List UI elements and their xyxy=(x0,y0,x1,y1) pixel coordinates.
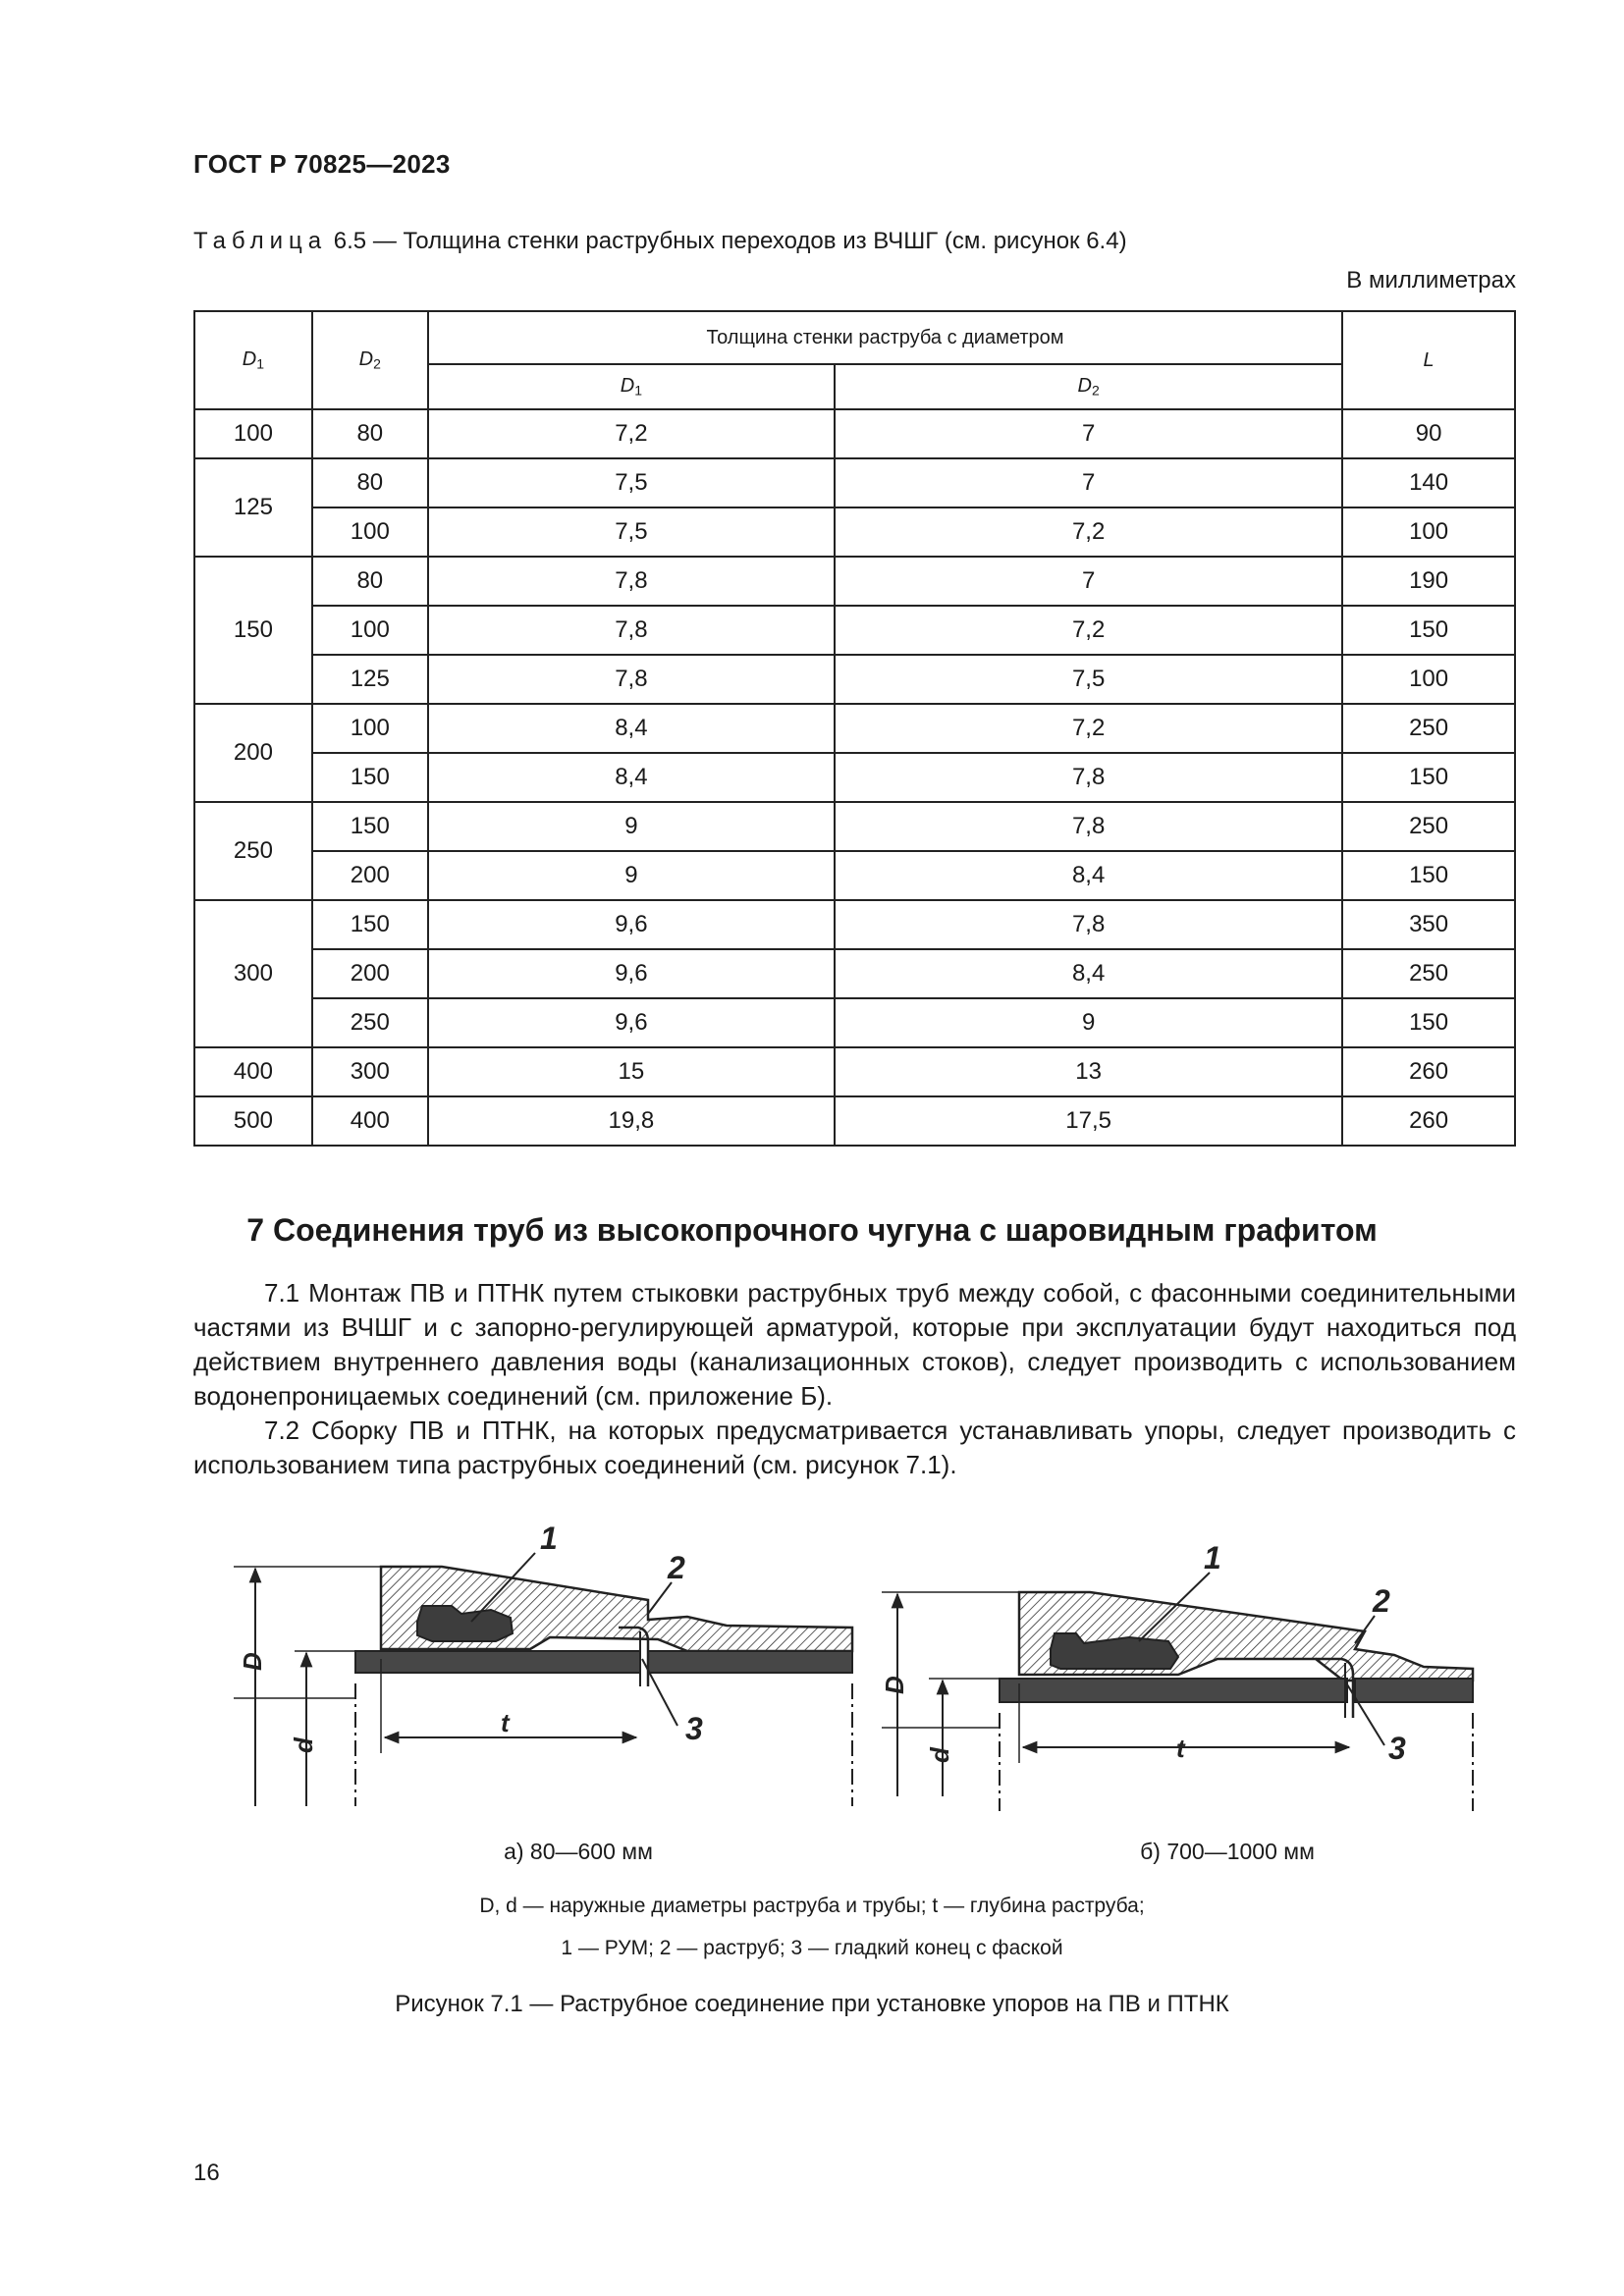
section-title: 7 Соединения труб из высокопрочного чугуна с шаровидным графитом xyxy=(246,1212,1378,1248)
cell-l: 100 xyxy=(1342,507,1515,557)
label-1-a: 1 xyxy=(540,1521,558,1556)
cell-t2: 17,5 xyxy=(835,1096,1342,1146)
document-header: ГОСТ Р 70825—2023 xyxy=(193,149,451,179)
table-row xyxy=(194,704,1515,753)
table-row xyxy=(194,1096,1515,1146)
cell-d2: 150 xyxy=(312,900,428,949)
cell-l: 90 xyxy=(1342,409,1515,458)
header-thickness-d2: $D_2$ xyxy=(835,364,1342,409)
cell-t2: 7,8 xyxy=(835,753,1342,802)
cell-l: 260 xyxy=(1342,1047,1515,1096)
cell-l: 150 xyxy=(1342,998,1515,1047)
cell-d2: 80 xyxy=(312,557,428,606)
label-d-b: d xyxy=(925,1747,954,1763)
cell-t1: 7,8 xyxy=(428,655,835,704)
table-row xyxy=(194,557,1515,606)
page-number: 16 xyxy=(193,2160,220,2186)
cell-d2: 80 xyxy=(312,409,428,458)
joint-drawing-b xyxy=(880,1540,1473,1811)
table-row xyxy=(194,655,1515,704)
cell-d2: 100 xyxy=(312,606,428,655)
cell-t1: 15 xyxy=(428,1047,835,1096)
cell-d1: 100 xyxy=(194,409,312,458)
joint-drawing-a xyxy=(234,1521,852,1806)
table-caption-word: Таблица xyxy=(193,228,328,254)
cell-l: 150 xyxy=(1342,851,1515,900)
cell-l: 250 xyxy=(1342,704,1515,753)
pipe-continuation-b xyxy=(1355,1679,1473,1702)
cell-t2: 7 xyxy=(835,557,1342,606)
cell-t1: 8,4 xyxy=(428,704,835,753)
cell-t1: 8,4 xyxy=(428,753,835,802)
label-3-a: 3 xyxy=(685,1711,703,1746)
cell-t1: 7,8 xyxy=(428,557,835,606)
figure-drawings xyxy=(0,1512,1624,1836)
header-thickness-d1: $D_1$ xyxy=(428,364,835,409)
table-row xyxy=(194,753,1515,802)
subcaption-b: б) 700—1000 мм xyxy=(1140,1839,1315,1864)
table-row xyxy=(194,507,1515,557)
pipe-continuation-a xyxy=(648,1651,852,1673)
section-paragraph-7-2: 7.2 Сборку ПВ и ПТНК, на которых предусматривается устанавливать упоры, следует производить с использованием типа раструбных соединений (см. рисунок 7.1). xyxy=(193,1415,1516,1479)
cell-l: 250 xyxy=(1342,802,1515,851)
cell-t1: 9,6 xyxy=(428,949,835,998)
table-row xyxy=(194,1047,1515,1096)
cell-d2: 100 xyxy=(312,704,428,753)
cell-t2: 7,5 xyxy=(835,655,1342,704)
table-row xyxy=(194,802,1515,851)
cell-t2: 7 xyxy=(835,409,1342,458)
table-row xyxy=(194,458,1515,507)
cell-d1: 300 xyxy=(194,900,312,1047)
label-2-a: 2 xyxy=(668,1550,685,1585)
cell-t1: 9 xyxy=(428,802,835,851)
cell-l: 140 xyxy=(1342,458,1515,507)
cell-l: 100 xyxy=(1342,655,1515,704)
table-units: В миллиметрах xyxy=(1346,267,1516,294)
cell-t1: 7,2 xyxy=(428,409,835,458)
cell-d2: 125 xyxy=(312,655,428,704)
table-row xyxy=(194,409,1515,458)
cell-t2: 7,8 xyxy=(835,802,1342,851)
cell-t1: 19,8 xyxy=(428,1096,835,1146)
label-D-a: D xyxy=(238,1652,267,1671)
table-row xyxy=(194,851,1515,900)
cell-t1: 9,6 xyxy=(428,900,835,949)
cell-t2: 7,8 xyxy=(835,900,1342,949)
header-d1: $D_1$ xyxy=(194,311,312,409)
cell-t1: 9 xyxy=(428,851,835,900)
cell-t2: 7 xyxy=(835,458,1342,507)
cell-t2: 7,2 xyxy=(835,606,1342,655)
table-row xyxy=(194,949,1515,998)
table-row xyxy=(194,900,1515,949)
cell-d1: 200 xyxy=(194,704,312,802)
cell-l: 260 xyxy=(1342,1096,1515,1146)
label-D-b: D xyxy=(880,1676,909,1694)
figure-legend-line-2: 1 — РУМ; 2 — раструб; 3 — гладкий конец с фаской xyxy=(561,1937,1063,1959)
cell-t2: 7,2 xyxy=(835,507,1342,557)
header-l: L xyxy=(1342,311,1515,409)
cell-d2: 80 xyxy=(312,458,428,507)
wall-thickness-table xyxy=(193,310,1516,1147)
subcaption-a: а) 80—600 мм xyxy=(504,1839,653,1864)
section-paragraph-7-1: 7.1 Монтаж ПВ и ПТНК путем стыковки раструбных труб между собой, с фасонными соединительными частями из ВЧШГ и с запорно-регулирующей арматурой, которые при эксплуатации будут находиться под действием внутреннего давления воды (канализационных стоков), следует производить с использованием водонепроницаемых соединений (см. приложение Б). xyxy=(193,1278,1516,1411)
header-thickness-group: Толщина стенки раструба с диаметром xyxy=(428,311,1343,364)
cell-d1: 250 xyxy=(194,802,312,900)
cell-d2: 250 xyxy=(312,998,428,1047)
cell-t1: 7,5 xyxy=(428,458,835,507)
cell-t1: 7,8 xyxy=(428,606,835,655)
label-t-b: t xyxy=(1176,1734,1185,1763)
table-row xyxy=(194,998,1515,1047)
cell-l: 150 xyxy=(1342,753,1515,802)
cell-t2: 8,4 xyxy=(835,851,1342,900)
label-1-b: 1 xyxy=(1204,1540,1221,1575)
cell-t1: 9,6 xyxy=(428,998,835,1047)
cell-l: 350 xyxy=(1342,900,1515,949)
cell-t2: 8,4 xyxy=(835,949,1342,998)
table-row xyxy=(194,606,1515,655)
table-caption xyxy=(193,228,1127,255)
cell-t2: 9 xyxy=(835,998,1342,1047)
spigot-pipe-b xyxy=(1000,1679,1347,1702)
cell-t2: 13 xyxy=(835,1047,1342,1096)
label-2-b: 2 xyxy=(1373,1583,1390,1619)
cell-d2: 400 xyxy=(312,1096,428,1146)
spigot-pipe-a xyxy=(355,1651,640,1673)
cell-t2: 7,2 xyxy=(835,704,1342,753)
cell-d1: 500 xyxy=(194,1096,312,1146)
cell-d2: 150 xyxy=(312,753,428,802)
label-3-b: 3 xyxy=(1388,1731,1406,1766)
cell-l: 150 xyxy=(1342,606,1515,655)
cell-d2: 150 xyxy=(312,802,428,851)
cell-t1: 7,5 xyxy=(428,507,835,557)
cell-d1: 150 xyxy=(194,557,312,704)
label-t-a: t xyxy=(501,1708,510,1737)
cell-l: 250 xyxy=(1342,949,1515,998)
label-d-a: d xyxy=(289,1737,318,1753)
figure-caption: Рисунок 7.1 — Раструбное соединение при установке упоров на ПВ и ПТНК xyxy=(395,1991,1229,2017)
figure-legend-line-1: D, d — наружные диаметры раструба и трубы; t — глубина раструба; xyxy=(479,1895,1145,1917)
cell-d2: 200 xyxy=(312,949,428,998)
cell-d1: 400 xyxy=(194,1047,312,1096)
cell-d2: 300 xyxy=(312,1047,428,1096)
cell-d1: 125 xyxy=(194,458,312,557)
table-caption-text: 6.5 — Толщина стенки раструбных переходов из ВЧШГ (см. рисунок 6.4) xyxy=(333,228,1127,254)
cell-d2: 100 xyxy=(312,507,428,557)
header-d2: $D_2$ xyxy=(312,311,428,409)
cell-d2: 200 xyxy=(312,851,428,900)
cell-l: 190 xyxy=(1342,557,1515,606)
